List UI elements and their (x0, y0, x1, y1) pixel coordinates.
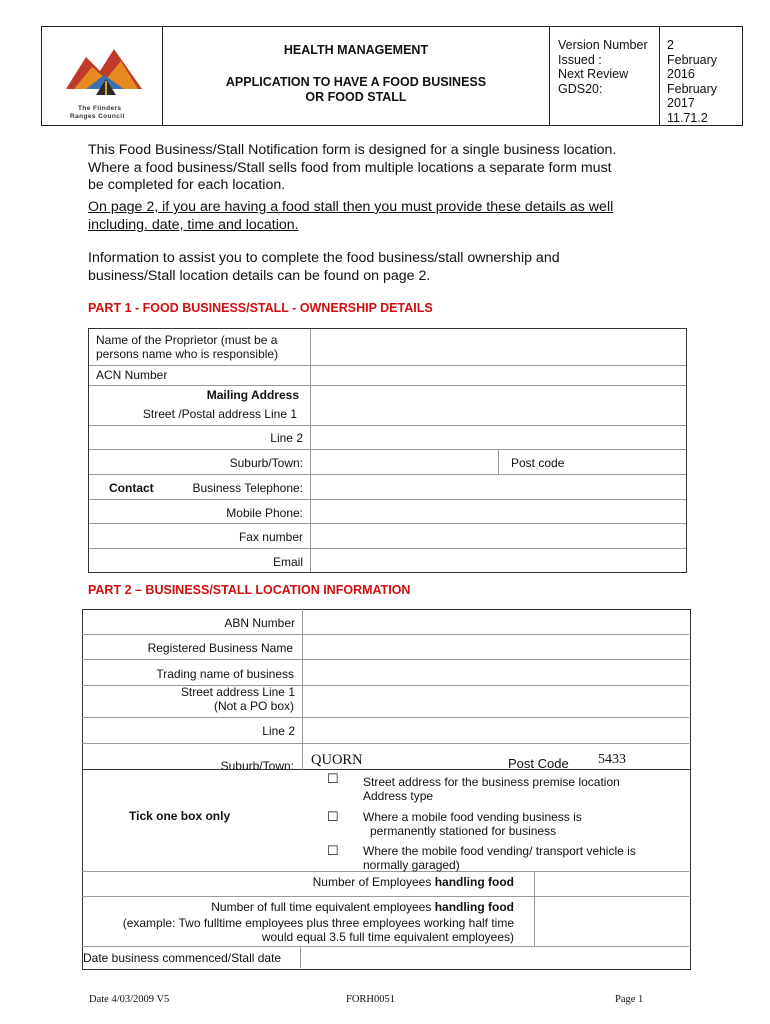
street1-label-p2-line1: Street address Line 1 (180, 685, 295, 699)
suburb-label-p2: Suburb/Town: (220, 759, 294, 773)
date-commenced-label: Date business commenced/Stall date (83, 951, 282, 965)
logo-text (70, 105, 140, 120)
employees-label-bold: handling food (434, 875, 514, 889)
meta-value-version: 2 (667, 38, 674, 52)
part2-heading: PART 2 – BUSINESS/STALL LOCATION INFORMATION (88, 583, 411, 597)
proprietor-field[interactable] (312, 330, 684, 364)
postcode-value[interactable]: 5433 (598, 752, 626, 767)
checkbox-premise[interactable]: ☐ (327, 771, 339, 786)
fte-label-text: Number of full time equivalent employees (211, 900, 435, 914)
postcode-label-p2: Post Code (508, 756, 569, 771)
location-line2-field[interactable] (304, 718, 688, 742)
document-header (41, 26, 743, 126)
proprietor-label (96, 333, 278, 361)
title-cell (163, 27, 550, 125)
line2-label: Line 2 (270, 431, 303, 445)
fax-label: Fax number (238, 530, 303, 544)
mailing-address-label: Mailing Address (206, 388, 299, 402)
intro-p2-line1: On page 2, if you are having a food stall then you must provide these details as well (88, 199, 614, 215)
logo-cell (42, 27, 163, 125)
proprietor-label-line1: Name of the Proprietor (must be a (96, 333, 278, 347)
mailing-postcode-field[interactable] (574, 450, 684, 473)
footer-form-code: FORH0051 (346, 994, 396, 1005)
abn-field[interactable] (304, 610, 688, 633)
employees-label (82, 875, 514, 889)
intro-paragraph-2 (88, 199, 688, 234)
mobile-label: Mobile Phone: (226, 506, 303, 520)
doc-subtitle-2: OR FOOD STALL (305, 90, 407, 104)
part1-heading: PART 1 - FOOD BUSINESS/STALL - OWNERSHIP DETAILS (88, 301, 433, 315)
footer-page-number: Page 1 (615, 994, 644, 1005)
suburb-value[interactable]: QUORN (311, 752, 363, 768)
mailing-line2-field[interactable] (312, 426, 684, 448)
street1-label-p2 (82, 685, 295, 713)
fte-field[interactable] (536, 897, 688, 945)
council-logo-icon (66, 39, 142, 101)
business-telephone-label: Business Telephone: (192, 481, 303, 495)
meta-value-issued: February 2016 (667, 52, 718, 81)
fte-example-line1: (example: Two fulltime employees plus three employees working half time (122, 916, 514, 930)
option-mobile-line2: permanently stationed for business (370, 824, 557, 838)
fte-label (82, 900, 514, 914)
email-field[interactable] (312, 549, 684, 571)
logo-line2: Ranges Council (70, 112, 125, 120)
option-premise-label (363, 775, 620, 803)
option-garaged-line2: normally garaged) (363, 858, 460, 872)
postcode-label: Post code (511, 456, 565, 470)
trading-name-field[interactable] (304, 660, 688, 684)
meta-label-review: Next Review (558, 67, 629, 81)
intro-p2-line2: including. date, time and location. (88, 216, 299, 233)
mailing-suburb-field[interactable] (312, 450, 496, 473)
acn-label: ACN Number (96, 368, 168, 382)
street1-label: Street /Postal address Line 1 (142, 407, 297, 421)
acn-field[interactable] (312, 366, 684, 384)
option-mobile-stationed-label (363, 810, 582, 838)
email-label: Email (272, 555, 303, 569)
intro-p3-line1: Information to assist you to complete the food business/stall ownership and (88, 250, 560, 266)
abn-label: ABN Number (224, 616, 295, 630)
intro-p3-line2: business/Stall location details can be found on page 2. (88, 267, 431, 284)
logo-line1: The Flinders (78, 105, 122, 112)
employees-label-text: Number of Employees (312, 875, 435, 889)
doc-subtitle-1: APPLICATION TO HAVE A FOOD BUSINESS (225, 75, 487, 89)
intro-p1-line2: Where a food business/Stall sells food from multiple locations a separate form must (88, 159, 612, 176)
meta-label-version: Version Number (558, 38, 648, 52)
option-mobile-garaged-label (363, 844, 636, 872)
option-premise-line2: Address type (363, 789, 434, 803)
meta-label-gds: GDS20: (558, 81, 603, 96)
proprietor-label-line2: persons name who is responsible) (96, 347, 279, 361)
trading-name-label: Trading name of business (156, 667, 294, 681)
contact-label: Contact (109, 481, 154, 495)
ownership-table (88, 328, 687, 573)
registered-name-field[interactable] (304, 635, 688, 658)
intro-p1-line3: be completed for each location. (88, 177, 286, 193)
mobile-field[interactable] (312, 500, 684, 522)
checkbox-mobile-garaged[interactable]: ☐ (327, 843, 339, 858)
option-premise-line1: Street address for the business premise location (363, 775, 620, 789)
location-table (82, 609, 690, 969)
meta-label-issued: Issued : (558, 52, 602, 67)
intro-paragraph-1 (88, 142, 688, 195)
tick-one-label: Tick one box only (129, 809, 231, 823)
footer-date: Date 4/03/2009 V5 (89, 994, 170, 1005)
meta-value-review: February 2017 (667, 81, 718, 110)
intro-paragraph-3 (88, 250, 688, 285)
business-telephone-field[interactable] (312, 475, 684, 498)
meta-labels (550, 27, 660, 125)
street1-label-p2-line2: (Not a PO box) (213, 699, 294, 713)
location-street1-field[interactable] (304, 686, 688, 716)
option-garaged-line1: Where the mobile food vending/ transport vehicle is (363, 844, 636, 858)
fte-example (82, 916, 514, 944)
fte-example-line2: would equal 3.5 full time equivalent employees) (261, 930, 514, 944)
line2-label-p2: Line 2 (262, 724, 295, 738)
suburb-label: Suburb/Town: (229, 456, 303, 470)
fte-label-bold: handling food (434, 900, 514, 914)
date-commenced-field[interactable] (302, 947, 688, 967)
meta-value-gds: 11.71.2 (667, 110, 708, 125)
intro-p1-line1: This Food Business/Stall Notification form is designed for a single business location. (88, 142, 617, 158)
meta-values (661, 27, 741, 125)
mailing-street1-field[interactable] (312, 386, 684, 424)
option-mobile-line1: Where a mobile food vending business is (363, 810, 582, 824)
fax-field[interactable] (312, 524, 684, 547)
registered-name-label: Registered Business Name (147, 641, 293, 655)
checkbox-mobile-stationed[interactable]: ☐ (327, 809, 339, 824)
doc-title: HEALTH MANAGEMENT (283, 43, 429, 57)
employees-field[interactable] (536, 872, 688, 895)
